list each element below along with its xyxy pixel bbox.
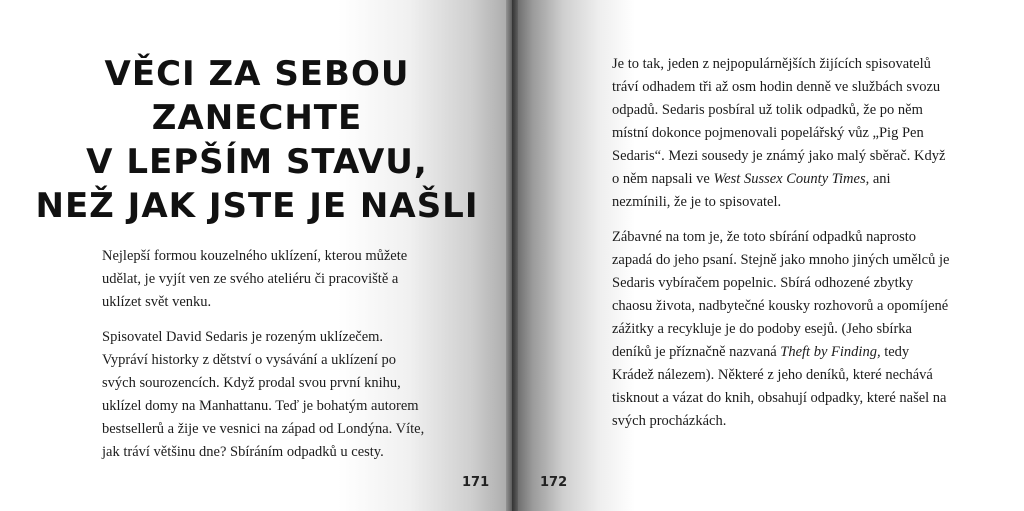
chapter-title [22,52,492,228]
text-run: , ani nezmínili, že je to spisovatel. [612,171,891,210]
paragraph [612,53,952,214]
left-body-text [102,245,432,476]
page-number-left: 171 [462,475,490,490]
text-run: tedy Krádež nálezem). Některé z jeho deníků, které nechává tisknout a vázat do knih, obsahují odpadky, které našel na svých procházkách. [612,344,947,429]
page-number-right: 172 [540,475,568,490]
right-body-text [612,53,952,445]
italic-title: Theft by Finding, [780,344,881,360]
title-line: V LEPŠÍM STAVU, [86,142,428,182]
text-run: Je to tak, jeden z nejpopulárnějších žijících spisovatelů tráví odhadem tři až osm hodin denně ve službách svozu odpadů. Sedaris posbíral už tolik odpadků, že po něm místní dokonce pojmenovali popelářský vůz „Pig Pen Sedaris“. Mezi sousedy je známý jako malý sběrač. Když o něm napsali ve [612,56,946,187]
paragraph: Nejlepší formou kouzelného uklízení, kterou můžete udělat, je vyjít ven ze svého ateliéru či pracoviště a uklízet svět venku. [102,248,408,310]
text-run: Zábavné na tom je, že toto sbírání odpadků naprosto zapadá do jeho psaní. Stejně jako mnoho jiných umělců je Sedaris vybíračem popelnic. Sbírá odhozené zbytky chaosu života, nadbytečné kousky rozhovorů a opomíjené zážitky a recykluje je do podoby esejů. (Jeho sbírka deníků je příznačně nazvaná [612,229,950,360]
paragraph [612,226,952,433]
title-line: VĚCI ZA SEBOU ZANECHTE [104,54,410,138]
title-line: NEŽ JAK JSTE JE NAŠLI [35,186,479,226]
book-gutter [506,0,518,511]
paragraph: Spisovatel David Sedaris je rozeným uklízečem. Vypráví historky z dětství o vysávání a uklízení po svých sourozencích. Když prodal svou první knihu, uklízel domy na Manhattanu. Teď je bohatým autorem bestsellerů a žije ve vesnici na západ od Londýna. Víte, jak tráví většinu dne? Sbíráním odpadků u cesty. [102,329,425,460]
italic-title: West Sussex County Times [713,171,866,187]
